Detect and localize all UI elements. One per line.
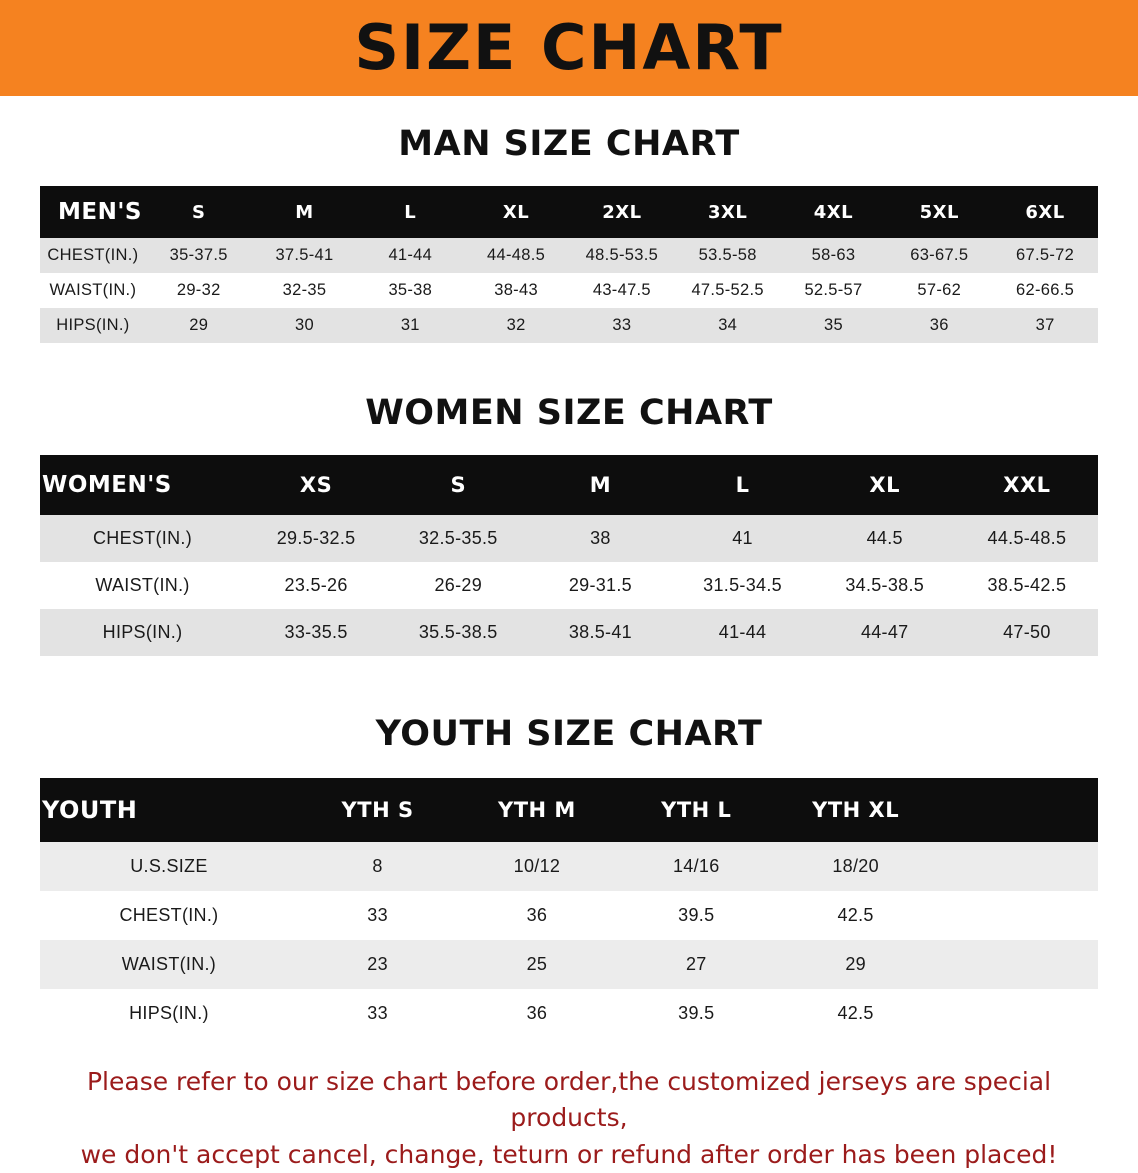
youth-row-label-3: HIPS(IN.) (40, 989, 298, 1038)
women-cell-0-0: 29.5-32.5 (245, 515, 387, 562)
table-row (40, 940, 1098, 989)
man-cell-0-0: 35-37.5 (146, 238, 252, 273)
man-cell-1-3: 38-43 (463, 273, 569, 308)
man-cell-0-6: 58-63 (781, 238, 887, 273)
table-row (40, 891, 1098, 940)
women-cell-2-3: 41-44 (671, 609, 813, 656)
man-cell-2-1: 30 (252, 308, 358, 343)
man-cell-2-3: 32 (463, 308, 569, 343)
man-cell-1-4: 43-47.5 (569, 273, 675, 308)
women-cell-1-4: 34.5-38.5 (814, 562, 956, 609)
youth-cell-3-0: 33 (298, 989, 457, 1038)
women-section-title: WOMEN SIZE CHART (365, 393, 773, 433)
table-row (40, 609, 1098, 656)
man-table-header-row (40, 186, 1098, 238)
man-header-cell-2: M (295, 201, 314, 223)
women-size-table-wrapper (40, 455, 1098, 656)
man-header-cell-5: 2XL (602, 201, 642, 223)
women-cell-2-5: 47-50 (956, 609, 1098, 656)
man-cell-1-5: 47.5-52.5 (675, 273, 781, 308)
women-cell-0-3: 41 (671, 515, 813, 562)
women-size-table (40, 455, 1098, 656)
youth-header-cell-2: YTH M (498, 798, 576, 822)
women-table-header-row (40, 455, 1098, 515)
man-row-label-2: HIPS(IN.) (40, 308, 146, 343)
women-row-label-2: HIPS(IN.) (40, 609, 245, 656)
youth-cell-1-spacer (935, 891, 1098, 940)
youth-cell-1-1: 36 (457, 891, 616, 940)
man-table-body (40, 238, 1098, 343)
women-header-cell-2: S (450, 473, 467, 497)
women-cell-1-5: 38.5-42.5 (956, 562, 1098, 609)
youth-cell-0-3: 18/20 (776, 842, 935, 891)
youth-header-cell-3: YTH L (661, 798, 732, 822)
man-cell-2-4: 33 (569, 308, 675, 343)
man-size-table (40, 186, 1098, 343)
women-header-cell-0: WOMEN'S (42, 472, 172, 498)
man-cell-2-6: 35 (781, 308, 887, 343)
youth-table-head (40, 778, 1098, 842)
man-cell-1-6: 52.5-57 (781, 273, 887, 308)
women-header-cell-1: XS (299, 473, 333, 497)
man-cell-0-7: 63-67.5 (886, 238, 992, 273)
youth-cell-1-0: 33 (298, 891, 457, 940)
man-size-table-wrapper (40, 186, 1098, 343)
man-cell-0-5: 53.5-58 (675, 238, 781, 273)
man-row-label-0: CHEST(IN.) (40, 238, 146, 273)
footer-note-line-1: Please refer to our size chart before order,the customized jerseys are special products, (86, 1067, 1052, 1133)
man-header-cell-8: 5XL (919, 201, 959, 223)
youth-cell-2-spacer (935, 940, 1098, 989)
man-header-cell-6: 3XL (707, 201, 748, 223)
women-cell-1-2: 29-31.5 (529, 562, 671, 609)
man-cell-0-3: 44-48.5 (463, 238, 569, 273)
women-row-label-0: CHEST(IN.) (40, 515, 245, 562)
man-cell-0-1: 37.5-41 (252, 238, 358, 273)
youth-cell-2-3: 29 (776, 940, 935, 989)
youth-cell-0-2: 14/16 (617, 842, 776, 891)
man-table-head (40, 186, 1098, 238)
women-header-cell-3: M (589, 473, 612, 497)
women-cell-0-2: 38 (529, 515, 671, 562)
table-row (40, 238, 1098, 273)
man-cell-0-8: 67.5-72 (992, 238, 1098, 273)
youth-cell-2-2: 27 (617, 940, 776, 989)
man-cell-0-4: 48.5-53.5 (569, 238, 675, 273)
women-table-body (40, 515, 1098, 656)
header-banner (0, 0, 1138, 96)
man-cell-2-2: 31 (357, 308, 463, 343)
man-cell-1-7: 57-62 (886, 273, 992, 308)
youth-row-label-0: U.S.SIZE (40, 842, 298, 891)
footer-note-line-2: we don't accept cancel, change, teturn or refund after order has been placed! (80, 1139, 1058, 1169)
man-cell-0-2: 41-44 (357, 238, 463, 273)
women-cell-0-1: 32.5-35.5 (387, 515, 529, 562)
man-header-cell-4: XL (502, 201, 530, 223)
footer-note (40, 1064, 1098, 1173)
women-cell-1-0: 23.5-26 (245, 562, 387, 609)
youth-header-cell-0: YOUTH (42, 796, 138, 824)
youth-cell-0-0: 8 (298, 842, 457, 891)
youth-cell-3-2: 39.5 (617, 989, 776, 1038)
man-cell-2-0: 29 (146, 308, 252, 343)
youth-header-spacer (935, 778, 1098, 842)
table-row (40, 308, 1098, 343)
youth-size-table-wrapper (40, 778, 1098, 1038)
youth-size-table (40, 778, 1098, 1038)
women-header-cell-4: L (735, 473, 750, 497)
man-cell-2-8: 37 (992, 308, 1098, 343)
man-cell-1-2: 35-38 (357, 273, 463, 308)
youth-cell-3-3: 42.5 (776, 989, 935, 1038)
man-row-label-1: WAIST(IN.) (40, 273, 146, 308)
youth-header-cell-1: YTH S (341, 798, 414, 822)
women-cell-1-3: 31.5-34.5 (671, 562, 813, 609)
women-cell-2-4: 44-47 (814, 609, 956, 656)
youth-row-label-2: WAIST(IN.) (40, 940, 298, 989)
man-header-cell-9: 6XL (1025, 201, 1065, 223)
women-cell-1-1: 26-29 (387, 562, 529, 609)
youth-cell-0-spacer (935, 842, 1098, 891)
man-cell-1-0: 29-32 (146, 273, 252, 308)
youth-table-header-row (40, 778, 1098, 842)
youth-header-cell-4: YTH XL (812, 798, 900, 822)
youth-table-body (40, 842, 1098, 1038)
women-cell-2-1: 35.5-38.5 (387, 609, 529, 656)
table-row (40, 515, 1098, 562)
man-cell-2-5: 34 (675, 308, 781, 343)
youth-cell-3-spacer (935, 989, 1098, 1038)
youth-cell-3-1: 36 (457, 989, 616, 1038)
women-table-head (40, 455, 1098, 515)
women-cell-0-5: 44.5-48.5 (956, 515, 1098, 562)
youth-section-title: YOUTH SIZE CHART (375, 714, 763, 754)
table-row (40, 989, 1098, 1038)
youth-cell-1-2: 39.5 (617, 891, 776, 940)
women-header-cell-5: XL (869, 473, 900, 497)
man-cell-2-7: 36 (886, 308, 992, 343)
youth-row-label-1: CHEST(IN.) (40, 891, 298, 940)
youth-cell-1-3: 42.5 (776, 891, 935, 940)
man-section-title: MAN SIZE CHART (398, 124, 740, 164)
page-title: SIZE CHART (354, 11, 784, 84)
youth-cell-2-1: 25 (457, 940, 616, 989)
women-cell-2-2: 38.5-41 (529, 609, 671, 656)
man-header-cell-7: 4XL (813, 201, 854, 223)
women-cell-0-4: 44.5 (814, 515, 956, 562)
man-cell-1-1: 32-35 (252, 273, 358, 308)
man-header-cell-3: L (404, 201, 417, 223)
women-row-label-1: WAIST(IN.) (40, 562, 245, 609)
table-row (40, 273, 1098, 308)
man-cell-1-8: 62-66.5 (992, 273, 1098, 308)
women-header-cell-6: XXL (1003, 473, 1051, 497)
youth-cell-0-1: 10/12 (457, 842, 616, 891)
table-row (40, 562, 1098, 609)
man-header-cell-1: S (191, 201, 206, 223)
women-cell-2-0: 33-35.5 (245, 609, 387, 656)
youth-cell-2-0: 23 (298, 940, 457, 989)
man-header-cell-0: MEN'S (58, 199, 142, 225)
table-row (40, 842, 1098, 891)
